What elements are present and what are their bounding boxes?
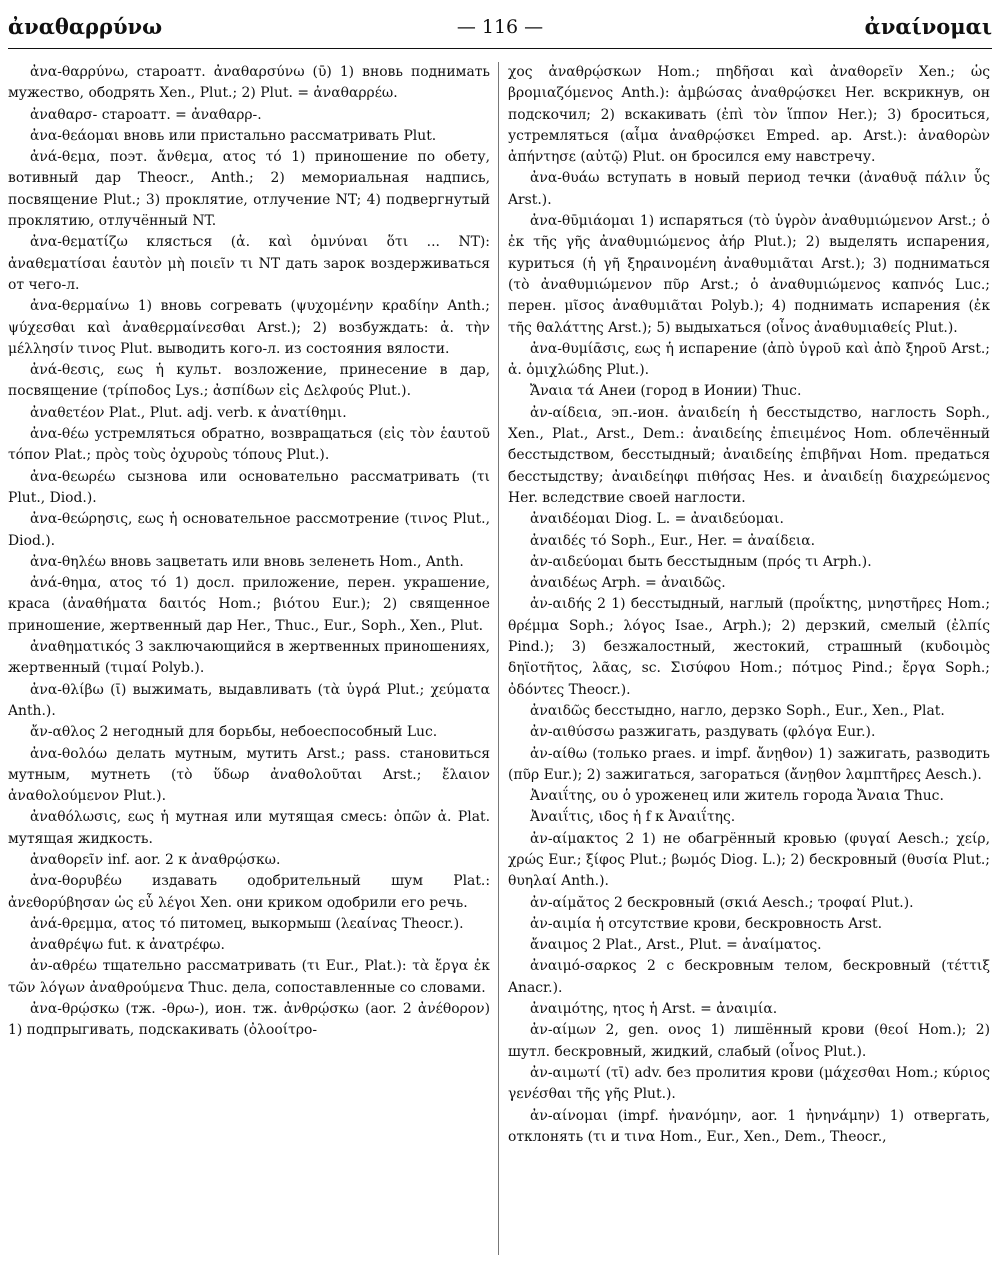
dictionary-entry: ἀν-αιμωτί (τῑ) adv. без пролития крови (μάχεσθαι Hom.; κύριος γενέσθαι τῆς γῆς Plut.). (508, 1064, 990, 1103)
dictionary-entry: ἀναιδῶς бесстыдно, нагло, дерзко Soph., Eur., Xen., Plat. (530, 702, 945, 719)
dictionary-entry: ἀναθρέψω fut. к ἀνατρέφω. (30, 937, 225, 954)
dictionary-entry: ἀναιδέως Arph. = ἀναιδῶς. (530, 575, 726, 592)
dictionary-entry: Ἀναιΐτης, ου ὁ уроженец или житель города Ἄναια Thuc. (530, 788, 944, 805)
dictionary-entry: Ἀναιΐτις, ιδος ἡ f к Ἀναιΐτης. (530, 809, 736, 826)
dictionary-entry: ἀναθαρσ- староатт. = ἀναθαρρ-. (30, 106, 262, 123)
dictionary-entry: ἀν-αιθύσσω разжигать, раздувать (φλόγα Eur.). (530, 724, 876, 741)
running-headword-left: ἀναθαρρύνω (8, 14, 163, 39)
dictionary-entry: ἀν-αιδεύομαι быть бесстыдным (πρός τι Arph.). (530, 553, 872, 570)
dictionary-entry: ἀν-αίθω (только praes. и impf. ἄνῃθον) 1) зажигать, разводить (πῦρ Eur.); 2) зажигаться, загораться (ἄνῃθον λαμπτῆρες Aesch.). (508, 745, 990, 783)
dictionary-entry: ἀνα-θηλέω вновь зацветать или вновь зеленеть Hom., Anth. (30, 553, 464, 570)
dictionary-entry: ἀνα-θεωρέω сызнова или основательно рассматривать (τι Plut., Diod.). (8, 468, 490, 506)
dictionary-entry: ἀνα-θέω устремляться обратно, возвращаться (εἰς τὸν ἑαυτοῦ τόπον Plat.; πρὸς τοὺς ὀχυροὺς τόπους Plut.). (8, 426, 490, 464)
running-headword-right: ἀναίνομαι (864, 14, 992, 39)
dictionary-entry: ἀνα-θεάομαι вновь или пристально рассматривать Plut. (30, 127, 437, 144)
dictionary-entry: ἀνά-θρεμμα, ατος τό питомец, выкормыш (λεαίνας Theocr.). (30, 915, 464, 932)
dictionary-entry: ἀν-αιμία ἡ отсутствие крови, бескровность Arst. (530, 915, 883, 932)
dictionary-entry: ἀνα-θολόω делать мутным, мутить Arst.; pass. становиться мутным, мутнеть (τὸ ὕδωρ ἀναθολοῦται Arst.; ἔλαιον ἀναθολούμενον Plut.). (8, 745, 490, 805)
dictionary-entry: ἀν-αίμακτος 2 1) не обагрённый кровью (φυγαί Aesch.; χείρ, χρώς Eur.; ξίφος Plut.; βωμός Diog. L.); 2) бескровный (θυσία Plut.; θυηλαί Anth.). (508, 830, 990, 890)
dictionary-entry: ἀναθορεῖν inf. aor. 2 к ἀναθρῴσκω. (30, 851, 281, 868)
dictionary-entry: ἀνα-θαρρύνω, староатт. ἀναθαρσύνω (ῡ) 1) вновь поднимать мужество, ободрять Xen., Plut.; 2) Plut. = ἀναθαρρέω. (8, 64, 490, 102)
column-divider (498, 62, 499, 1255)
dictionary-entry: Ἄναια τά Анеи (город в Ионии) Thuc. (530, 383, 802, 400)
left-column (8, 62, 490, 1255)
dictionary-entry: ἀνα-θρῴσκω (тж. -θρω-), ион. тж. ἀνθρῴσκω (aor. 2 ἀνέθορον) 1) подпрыгивать, подскакивать (ὀλοοίτρο- (8, 1001, 490, 1039)
dictionary-entry: ἀνα-θῡμιάομαι 1) испаряться (τὸ ὑγρὸν ἀναθυμιώμενον Arst.; ὁ ἐκ τῆς γῆς ἀναθυμιώμενος ἀήρ Plut.); 2) выделять испарения, куриться (ἡ γῆ ξηραινομένη ἀναθυμιᾶται Arst.); 3) подниматься (τὸ ἀναθυμιώμενον πῦρ Arst.; ὁ ἀναθυμιώμενος καπνός Luc.; перен. μῖσος ἀναθυμιᾶται Polyb.); 4) поднимать испарения (ἐκ τῆς θαλάττης Arst.); 5) выдыхаться (οἶνος ἀναθυμιαθείς Plut.). (508, 213, 990, 336)
dictionary-entry: ἀναθηματικός 3 заключающийся в жертвенных приношениях, жертвенный (τιμαί Polyb.). (8, 639, 490, 677)
dictionary-entry: ἀναιμό-σαρκος 2 с бескровным телом, бескровный (τέττιξ Anacr.). (508, 958, 990, 996)
dictionary-entry: ἀνα-θυάω вступать в новый период течки (ἀναθυᾷ πάλιν ὗς Arst.). (508, 170, 990, 208)
dictionary-entry: ἀνά-θημα, ατος τό 1) досл. приложение, перен. украшение, краса (ἀναθήματα δαιτός Hom.; βιότου Eur.); 2) священное приношение, жертвенный дар Her., Thuc., Eur., Soph., Xen., Plut. (8, 575, 490, 634)
dictionary-entry: ἀν-αίνομαι (impf. ἠνανόμην, aor. 1 ἠνηνάμην) 1) отвергать, отклонять (τι и τινα Hom., Eur., Xen., Dem., Theocr., (508, 1107, 990, 1145)
dictionary-entry: ἀνα-θορυβέω издавать одобрительный шум Plat.: ἀνεθορύβησαν ὡς εὖ λέγοι Xen. они криком одобрили его речь. (8, 873, 490, 911)
dictionary-entry: ἀνα-θεώρησις, εως ἡ основательное рассмотрение (τινος Plut., Diod.). (8, 511, 490, 549)
dictionary-entry: ἀνά-θεμα, поэт. ἄνθεμα, ατος τό 1) приношение по обету, вотивный дар Theocr., Anth.; 2) мемориальная надпись, посвящение Plut.; 3) проклятие, отлучение NT; 4) подвергнутый проклятию, отлучённый NT. (8, 149, 490, 230)
right-column (508, 62, 990, 1255)
dictionary-entry: χος ἀναθρῴσκων Hom.; πηδῆσαι καὶ ἀναθορεῖν Xen.; ὡς βρομιαζόμενος Anth.): ἀμβώσας ἀναθρῴσκει Her. вскрикнув, он подскочил; 2) вскакивать (ἐπὶ τὸν ἵππον Her.); 3) броситься, устремляться (αἷμα ἀναθρῴσκει Emped. ap. Arst.): ἀναθορὼν ἀπήντησε (αὐτῷ) Plut. он бросился ему навстречу. (508, 64, 990, 166)
dictionary-entry: ἀναιμότης, ητος ἡ Arst. = ἀναιμία. (530, 1001, 778, 1018)
dictionary-entry: ἄναιμος 2 Plat., Arst., Plut. = ἀναίματος. (530, 937, 822, 954)
dictionary-entry: ἀνα-θλίβω (ῑ) выжимать, выдавливать (τὰ ὑγρά Plut.; χεύματα Anth.). (8, 681, 490, 719)
header-rule (8, 48, 992, 49)
dictionary-entry: ἀνα-θυμίᾱσις, εως ἡ испарение (ἀπὸ ὑγροῦ καὶ ἀπὸ ξηροῦ Arst.; ἀ. ὁμιχλώδης Plut.). (508, 340, 990, 379)
page-number: — 116 — (456, 16, 544, 38)
dictionary-entry: ἀνά-θεσις, εως ἡ культ. возложение, принесение в дар, посвящение (τρίποδος Lys.; ἀσπίδων εἰς Δελφούς Plut.). (8, 362, 490, 400)
dictionary-entry: ἀν-αίμων 2, gen. ονος 1) лишённый крови (θεοί Hom.); 2) шутл. бескровный, жидкий, слабый (οἶνος Plut.). (508, 1022, 990, 1060)
dictionary-entry: ἀνα-θεματίζω клясться (ἀ. καὶ ὀμνύναι ὅτι ... NT): ἀναθεματίσαι ἑαυτὸν μὴ ποιεῖν τι NT дать зарок воздерживаться от чего-л. (8, 234, 490, 293)
dictionary-entry: ἀναιδέομαι Diog. L. = ἀναιδεύομαι. (530, 511, 784, 528)
page-header (8, 10, 992, 46)
dictionary-entry: ἄν-αθλος 2 негодный для борьбы, небоеспособный Luc. (30, 724, 438, 741)
dictionary-entry: ἀν-αθρέω тщательно рассматривать (τι Eur., Plat.): τὰ ἔργα ἐκ τῶν λόγων ἀναθρούμενα Thuc. дела, сопоставленные со словами. (8, 958, 490, 996)
dictionary-entry: ἀν-αίδεια, эп.-ион. ἀναιδείη ἡ бесстыдство, наглость Soph., Xen., Plat., Arst., Dem.: ἀναιδείης ἐπιειμένος Hom. облечённый бесстыдством, бесстыдный; ἀναιδείης ἐπιβῆναι Hom. предаться бесстыдству; ἀναιδείηφι πιθήσας Hes. и ἀναιδείῃ διαχρεώμενος Her. вследствие своей наглости. (508, 404, 990, 506)
dictionary-entry: ἀναθετέον Plat., Plut. adj. verb. к ἀνατίθημι. (30, 404, 347, 421)
dictionary-entry: ἀν-αιδής 2 1) бесстыдный, наглый (προΐκτης, μνηστῆρες Hom.; θρέμμα Soph.; λόγος Isae., Arph.); 2) дерзкий, смелый (ἐλπίς Pind.); 3) безжалостный, жестокий, страшный (κυδοιμὸς δηϊοτῆτος, λᾶας, sc. Σισύφου Hom.; πότμος Pind.; ἔργα Soph.; ὀδόντες Theocr.). (508, 596, 990, 698)
dictionary-entry: ἀν-αίμᾰτος 2 бескровный (σκιά Aesch.; τροφαί Plut.). (530, 894, 914, 911)
dictionary-entry: ἀναθόλωσις, εως ἡ мутная или мутящая смесь: ὀπῶν ἀ. Plat. мутящая жидкость. (8, 809, 490, 847)
dictionary-entry: ἀναιδές τό Soph., Eur., Her. = ἀναίδεια. (530, 532, 816, 549)
dictionary-entry: ἀνα-θερμαίνω 1) вновь согревать (ψυχομένην κραδίην Anth.; ψύχεσθαι καὶ ἀναθερμαίνεσθαι Arst.); 2) возбуждать: ἀ. τὴν μέλλησίν τινος Plut. выводить кого-л. из состояния вялости. (8, 298, 490, 357)
